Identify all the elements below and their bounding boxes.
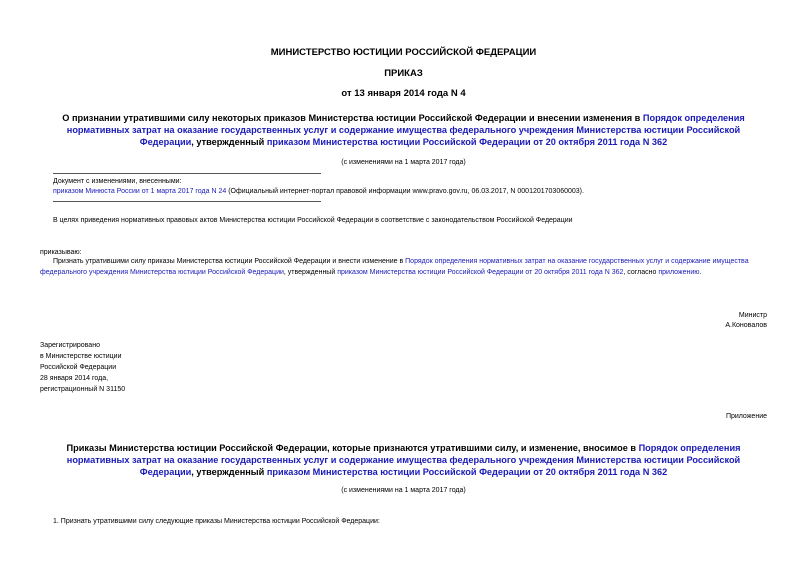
registration-line: регистрационный N 31150: [40, 386, 126, 393]
order-body: [40, 256, 772, 278]
title-procedure-link[interactable]: Порядок определения нормативных затрат на оказание государственных услуг и содержание имущества федерального учреждения Министерства юстиции Российской Федерации: [66, 113, 745, 147]
appendix-order-362-link[interactable]: приказом Министерства юстиции Российской Федерации от 20 октября 2011 года N 362: [266, 467, 668, 477]
changes-note: (с изменениями на 1 марта 2017 года): [341, 159, 466, 166]
top-divider: [53, 173, 321, 174]
document-title: [40, 112, 767, 148]
body-procedure-link[interactable]: Порядок определения нормативных затрат на оказание государственных услуг и содержание имущества федерального учреждения Министерства юстиции Российской Федерации: [40, 258, 749, 276]
appendix-title: [40, 442, 767, 478]
registration-line: Зарегистрировано: [40, 342, 100, 349]
signature-position: Министр: [738, 312, 767, 319]
order-body-text: Признать утратившими силу приказы Министерства юстиции Российской Федерации и внести изменение в: [53, 258, 406, 265]
doc-type-heading: ПРИКАЗ: [384, 68, 423, 79]
registration-line: 28 января 2014 года,: [40, 375, 109, 382]
appendix-link[interactable]: приложению: [658, 269, 700, 276]
appendix-label: Приложение: [725, 413, 767, 420]
registration-line: Российской Федерации: [40, 364, 117, 371]
amendments-label: Документ с изменениями, внесенными:: [53, 178, 182, 185]
appendix-procedure-link[interactable]: Порядок определения нормативных затрат на оказание государственных услуг и содержание имущества федерального учреждения Министерства юстиции Российской Федерации: [66, 443, 741, 477]
bottom-divider: [53, 201, 321, 202]
appendix-changes-note: (с изменениями на 1 марта 2017 года): [341, 487, 466, 494]
date-number-heading: от 13 января 2014 года N 4: [341, 88, 466, 99]
appendix-title-text-2: , утвержденный: [191, 467, 267, 477]
title-text: О признании утратившими силу некоторых приказов Министерства юстиции Российской Федерации и внесении изменения в: [62, 113, 643, 123]
registration-block: [40, 340, 125, 395]
order-body-text-3: , согласно: [623, 269, 659, 276]
ministry-heading: МИНИСТЕРСТВО ЮСТИЦИИ РОССИЙСКОЙ ФЕДЕРАЦИИ: [270, 47, 537, 58]
order-word: приказываю:: [40, 249, 82, 256]
order-body-text-4: .: [699, 269, 702, 276]
title-text-2: , утвержденный: [191, 137, 267, 147]
registration-line: в Министерстве юстиции: [40, 353, 122, 360]
title-order-362-link[interactable]: приказом Министерства юстиции Российской Федерации от 20 октября 2011 года N 362: [266, 137, 668, 147]
appendix-title-text: Приказы Министерства юстиции Российской Федерации, которые признаются утратившими силу, и изменение, вносимое в: [66, 443, 639, 453]
amendment-order-24-link[interactable]: приказом Минюста России от 1 марта 2017 года N 24: [53, 188, 227, 195]
body-order-362-link[interactable]: приказом Министерства юстиции Российской Федерации от 20 октября 2011 года N 362: [337, 269, 624, 276]
amendments-line: [53, 186, 793, 197]
preamble: В целях приведения нормативных правовых актов Министерства юстиции Российской Федерации в соответствие с законодательством Российской Федерации: [53, 217, 573, 224]
signature-name: А.Коновалов: [725, 322, 767, 329]
amendment-source: (Официальный интернет-портал правовой информации www.pravo.gov.ru, 06.03.2017, N 0001201703060003).: [226, 188, 584, 195]
order-body-text-2: , утвержденный: [283, 269, 338, 276]
appendix-item-1: 1. Признать утратившими силу следующие приказы Министерства юстиции Российской Федерации:: [53, 518, 380, 525]
